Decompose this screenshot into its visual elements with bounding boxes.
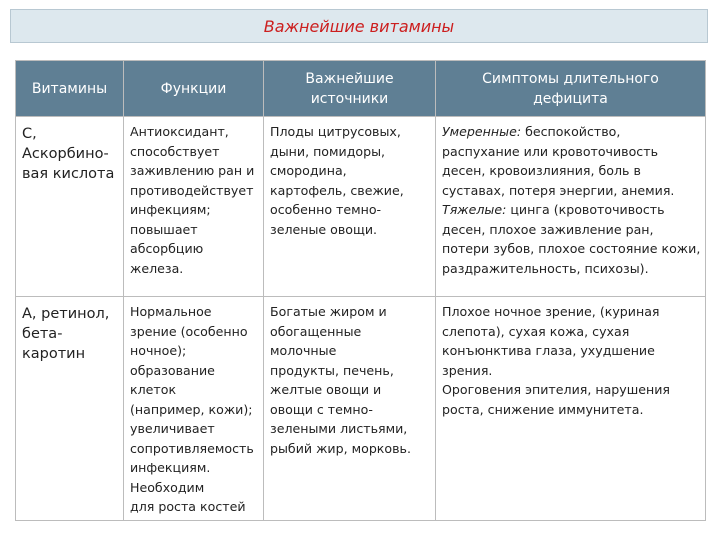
deficit-severe-text: цинга (кровоточивость десен, плохое заживление ран, потери зубов, плохое состояние кожи, раздражительность, психозы). [442, 202, 701, 276]
header-sources: Важнейшие источники [264, 61, 436, 117]
header-deficit: Симптомы длительного дефицита [436, 61, 706, 117]
vitamin-sources: Богатые жиром и обогащенные молочные продукты, печень, желтые овощи и овощи с темно- зелеными листьями, рыбий жир, морковь. [264, 297, 436, 521]
header-functions: Функции [124, 61, 264, 117]
vitamin-functions: Нормальное зрение (особенно ночное); образование клеток (например, кожи); увеличивает сопротивляемость инфекциям. Необходим для роста костей [124, 297, 264, 521]
deficit-severe [442, 200, 701, 278]
table-row [16, 297, 706, 521]
table-row [16, 117, 706, 297]
deficit-moderate-text: беспокойство, распухание или кровоточивость десен, кровоизлияния, боль в суставах, потеря энергии, анемия. [442, 124, 675, 198]
page-title: Важнейшие витамины [263, 16, 455, 36]
vitamin-name: А, ретинол, бета- каротин [16, 297, 124, 521]
vitamin-deficit [436, 297, 706, 521]
vitamins-table [15, 60, 706, 521]
header-vitamins: Витамины [16, 61, 124, 117]
vitamin-deficit [436, 117, 706, 297]
title-bar [10, 9, 708, 43]
vitamin-sources: Плоды цитрусовых, дыни, помидоры, смородина, картофель, свежие, особенно темно- зеленые овощи. [264, 117, 436, 297]
deficit-line-2: Ороговения эпителия, нарушения роста, снижение иммунитета. [442, 382, 670, 417]
deficit-severe-label: Тяжелые: [442, 202, 507, 217]
vitamin-name: С, Аскорбино- вая кислота [16, 117, 124, 297]
deficit-moderate [442, 122, 701, 200]
deficit-moderate-label: Умеренные: [442, 124, 522, 139]
deficit-line-1: Плохое ночное зрение, (куриная слепота), сухая кожа, сухая конъюнктива глаза, ухудшение зрения. [442, 304, 660, 378]
table-header-row [16, 61, 706, 117]
vitamin-functions: Антиоксидант, способствует заживлению ран и противодействует инфекциям; повышает абсорбцию железа. [124, 117, 264, 297]
